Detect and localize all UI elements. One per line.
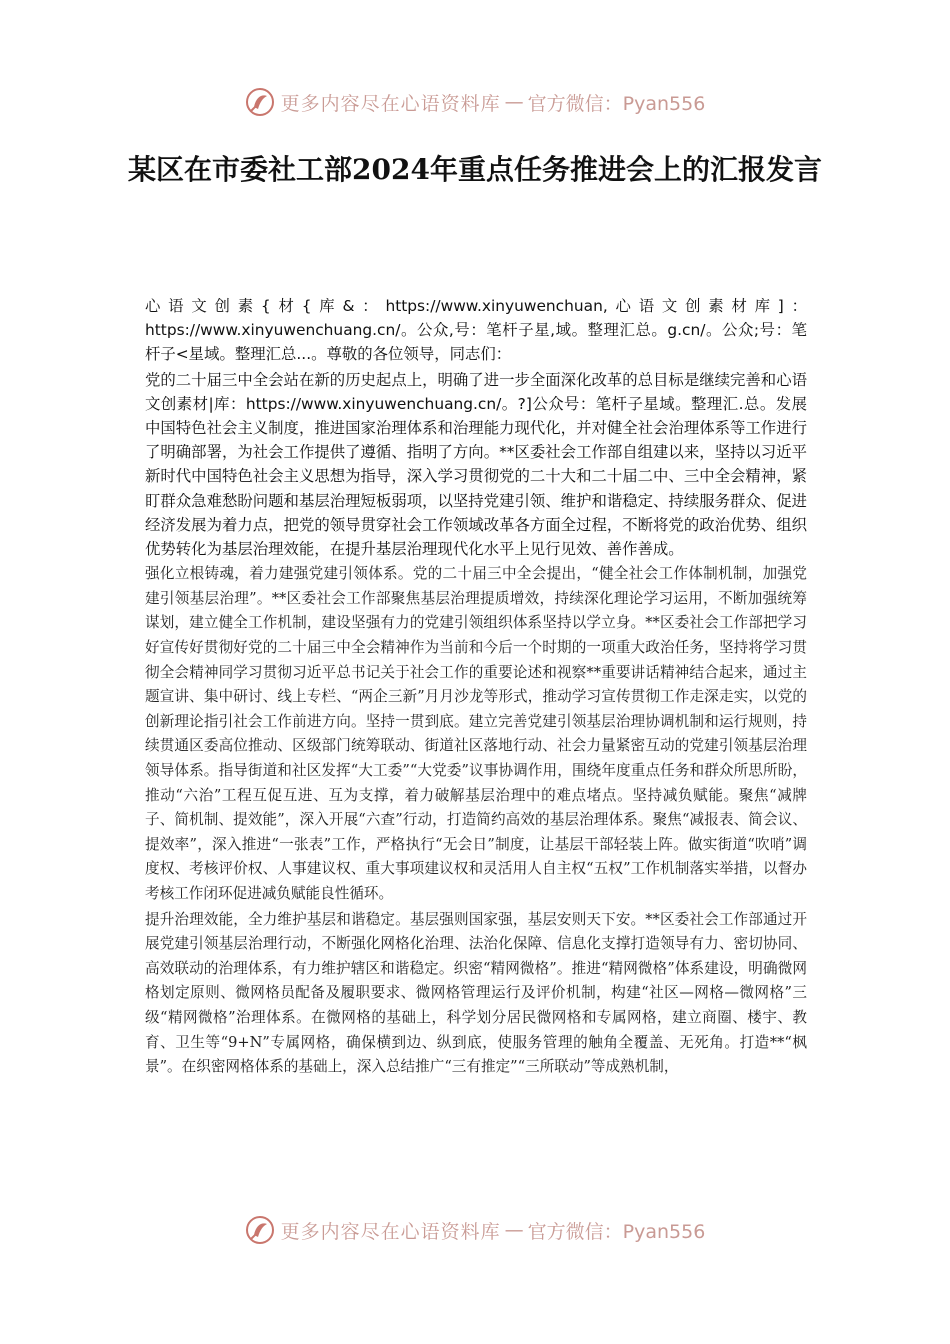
watermark-handle: 官方微信：Pyan556: [527, 92, 706, 115]
watermark-banner-bottom: [0, 1210, 950, 1250]
watermark-separator: —: [504, 91, 524, 113]
logo-icon: [245, 1215, 275, 1245]
body-paragraph-1: 强化立根铸魂，着力建强党建引领体系。党的二十届三中全会提出，“健全社会工作体制机制，加强党建引领基层治理”。**区委社会工作部聚焦基层治理提质增效，持续深化理论学习运用，不断加强统筹谋划，建立健全工作机制，建设坚强有力的党建引领组织体系坚持以学立身。**区委社会工作部把学习好宣传好贯彻好党的二十届三中全会精神作为当前和今后一个时期的一项重大政治任务，坚持将学习贯彻全会精神同学习贯彻习近平总书记关于社会工作的重要论述和视察**重要讲话精神结合起来，通过主题宣讲、集中研讨、线上专栏、“两企三新”月月沙龙等形式，推动学习宣传贯彻工作走深走实，以党的创新理论指引社会工作前进方向。坚持一贯到底。建立完善党建引领基层治理协调机制和运行规则，持续贯通区委高位推动、区级部门统筹联动、街道社区落地行动、社会力量紧密互动的党建引领基层治理领导体系。指导街道和社区发挥“大工委”“大党委”议事协调作用，围绕年度重点任务和群众所思所盼，推动“六治”工程互促互进、互为支撑，着力破解基层治理中的难点堵点。坚持减负赋能。聚焦“减牌子、简机制、提效能”，深入开展“六查”行动，打造简约高效的基层治理体系。聚焦“减报表、简会议、提效率”，深入推进“一张表”工作，严格执行“无会日”制度，让基层干部轻装上阵。做实街道“吹哨”调度权、考核评价权、人事建议权、重大事项建议权和灵活用人自主权“五权”工作机制落实举措，以督办考核工作闭环促进减负赋能良性循环。: [145, 565, 807, 902]
logo-icon: [245, 87, 275, 117]
watermark-text: 更多内容尽在心语资料库: [280, 92, 501, 115]
document-body: [145, 294, 807, 1080]
page-title: 某区在市委社工部2024年重点任务推进会上的汇报发言: [128, 153, 822, 186]
watermark-handle: 官方微信：Pyan556: [527, 1220, 706, 1243]
watermark-text: 更多内容尽在心语资料库: [280, 1220, 501, 1243]
intro-greeting: 心语文创素{材{库&：https://www.xinyuwenchuan,心语文创素材库]：https://www.xinyuwenchuang.cn/。公众,号：笔杆子星,域。整理汇总。g.cn/。公众;号：笔杆子<星域。整理汇总...。尊敬的各位领导，同志们：: [145, 297, 807, 364]
watermark-separator: —: [504, 1219, 524, 1241]
body-paragraph-2: 提升治理效能，全力维护基层和谐稳定。基层强则国家强，基层安则天下安。**区委社会工作部通过开展党建引领基层治理行动，不断强化网格化治理、法治化保障、信息化支撑打造领导有力、密切协同、高效联动的治理体系，有力维护辖区和谐稳定。织密“精网微格”。推进“精网微格”体系建设，明确微网格划定原则、微网格员配备及履职要求、微网格管理运行及评价机制，构建“社区—网格—微网格”三级“精网微格”治理体系。在微网格的基础上，科学划分居民微网格和专属网格，建立商圈、楼宇、教育、卫生等“9+N”专属网格，确保横到边、纵到底，使服务管理的触角全覆盖、无死角。打造**“枫景”。在织密网格体系的基础上，深入总结推广“三有推定”“三所联动”等成熟机制，: [145, 910, 807, 1076]
intro-paragraph: 党的二十届三中全会站在新的历史起点上，明确了进一步全面深化改革的总目标是继续完善和心语文创素材|库：https://www.xinyuwenchuang.cn/。?]公众号：笔杆子星域。整理汇.总。发展中国特色社会主义制度，推进国家治理体系和治理能力现代化，并对健全社会治理体系等工作进行了明确部署，为社会工作提供了遵循、指明了方向。**区委社会工作部自组建以来，坚持以习近平新时代中国特色社会主义思想为指导，深入学习贯彻党的二十大和二十届二中、三中全会精神，紧盯群众急难愁盼问题和基层治理短板弱项，以坚持党建引领、维护和谐稳定、持续服务群众、促进经济发展为着力点，把党的领导贯穿社会工作领域改革各方面全过程，不断将党的政治优势、组织优势转化为基层治理效能，在提升基层治理现代化水平上见行见效、善作善成。: [145, 370, 807, 559]
watermark-banner-top: [0, 82, 950, 122]
